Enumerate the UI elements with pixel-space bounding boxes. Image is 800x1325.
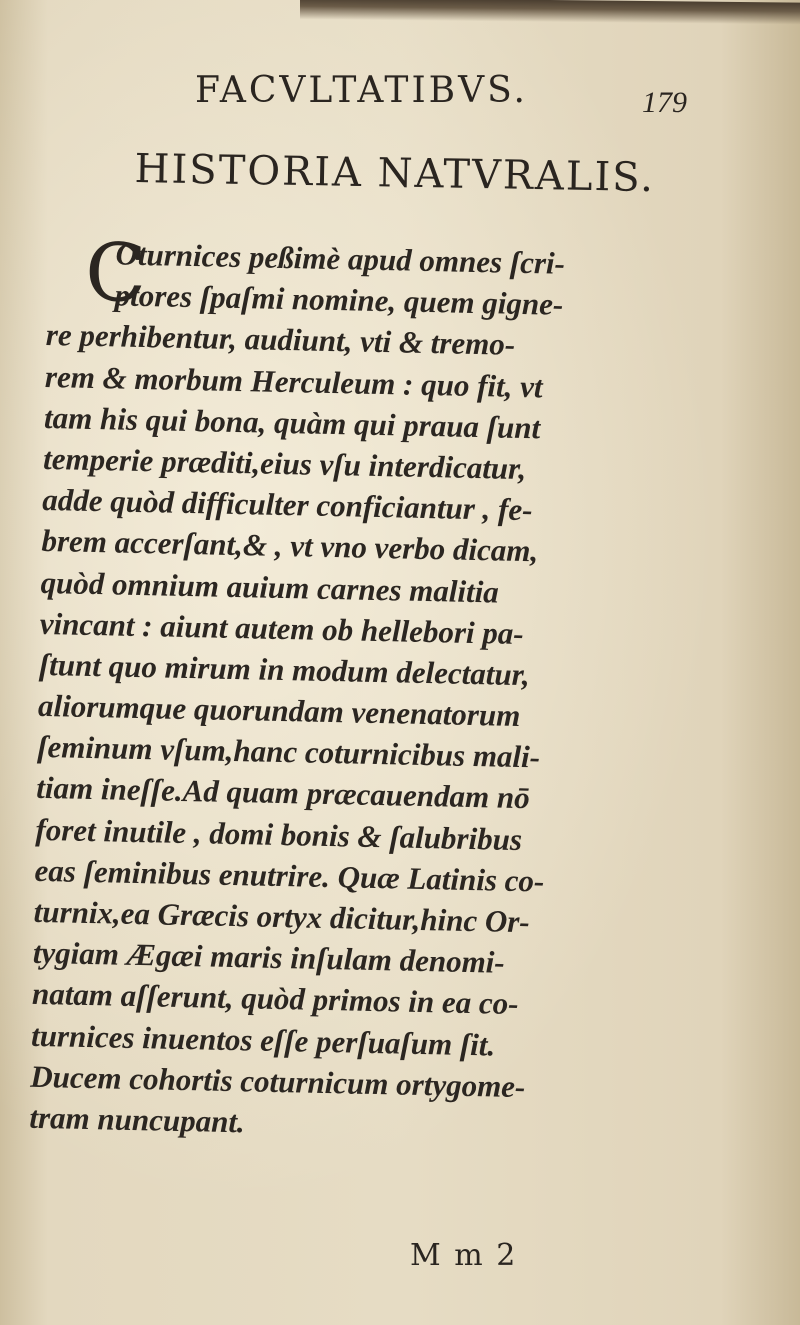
running-head: FACVLTATIBVS. xyxy=(195,70,528,111)
text-line: quòd omnium auium carnes malitia xyxy=(40,564,500,610)
text-line: tygiam Ægæi maris inſulam denomi- xyxy=(32,935,506,980)
text-line: Ducem cohortis coturnicum ortygome- xyxy=(29,1058,526,1104)
text-line: aliorumque quorundam venenatorum xyxy=(37,687,521,734)
text-line: eas ſeminibus enutrire. Quæ Latinis co- xyxy=(34,852,545,899)
text-line: ſtunt quo mirum in modum delectatur, xyxy=(38,646,531,693)
text-line: turnix,ea Græcis ortyx dicitur,hinc Or- xyxy=(33,893,531,940)
text-line: ſeminum vſum,hanc coturnicibus mali- xyxy=(36,729,541,775)
section-title: HISTORIA NATVRALIS. xyxy=(134,146,656,202)
text-line: tam his qui bona, quàm qui praua ſunt xyxy=(43,399,541,446)
text-line: tiam ineſſe.Ad quam præcauendam nō xyxy=(35,770,531,816)
text-line: brem accerſant,& , vt vno verbo dicam, xyxy=(41,523,539,569)
text-line: rem & morbum Herculeum : quo fit, vt xyxy=(44,358,543,404)
page-number: 179 xyxy=(642,86,687,119)
text-line: foret inutile , domi bonis & ſalubribus xyxy=(35,811,523,857)
text-line: vincant : aiunt autem ob hellebori pa- xyxy=(39,605,525,651)
text-line: temperie præditi,eius vſu interdicatur, xyxy=(42,440,527,487)
text-line: tram nuncupant. xyxy=(29,1099,246,1140)
text-line: re perhibentur, audiunt, vti & tremo- xyxy=(45,317,516,363)
text-line: ptores ſpaſmi nomine, quem gigne- xyxy=(114,277,564,322)
page-edge-shadow xyxy=(300,0,800,25)
text-line: turnices inuentos eſſe perſuaſum ſit. xyxy=(30,1017,496,1063)
text-line: adde quòd difficulter conficiantur , fe- xyxy=(42,482,533,528)
drop-cap: C xyxy=(84,225,148,321)
text-line: Oturnices peßimè apud omnes ſcri- xyxy=(115,236,566,281)
text-line: natam aſſerunt, quòd primos in ea co- xyxy=(31,976,519,1022)
signature-mark: M m 2 xyxy=(410,1238,518,1273)
body-text xyxy=(29,225,728,1152)
